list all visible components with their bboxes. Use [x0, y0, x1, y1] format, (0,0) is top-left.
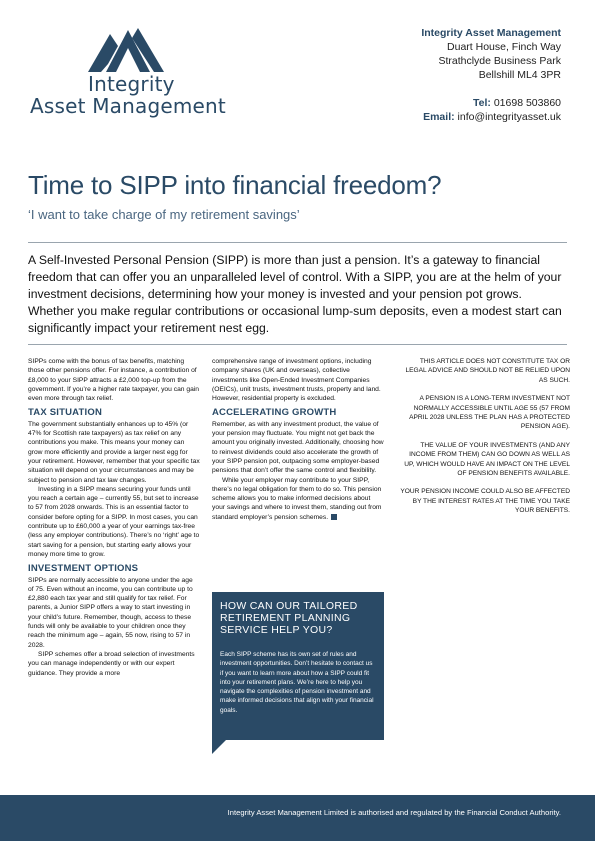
contact-address-line2: Strathclyde Business Park — [438, 55, 561, 67]
end-of-article-icon — [331, 514, 337, 520]
contact-email — [421, 110, 561, 124]
column-2 — [212, 357, 384, 522]
contact-telephone — [421, 96, 561, 110]
heading-tax-situation: TAX SITUATION — [28, 407, 103, 419]
callout-heading: HOW CAN OUR TAILORED RETIREMENT PLANNING SERVICE HELP YOU? — [220, 600, 358, 636]
column-1 — [28, 357, 200, 678]
heading-accelerating-growth: ACCELERATING GROWTH — [212, 407, 337, 419]
article-title: Time to SIPP into financial freedom? — [28, 170, 442, 200]
mountain-logo-icon — [88, 24, 164, 72]
heading-investment-options: INVESTMENT OPTIONS — [28, 563, 139, 575]
disclaimer-item: YOUR PENSION INCOME COULD ALSO BE AFFECTED BY THE INTEREST RATES AT THE TIME YOU TAKE YOUR BENEFITS. — [400, 488, 570, 515]
contact-company: Integrity Asset Management — [421, 27, 561, 39]
tel-label: Tel: — [473, 97, 491, 109]
divider-top — [28, 242, 567, 243]
disclaimer-item: THIS ARTICLE DOES NOT CONSTITUTE TAX OR LEGAL ADVICE AND SHOULD NOT BE RELIED UPON AS SUCH. — [405, 358, 570, 384]
logo-text-line1: Integrity — [88, 72, 175, 96]
email-address[interactable]: info@integrityasset.uk — [457, 111, 561, 123]
article-lead: A Self-Invested Personal Pension (SIPP) is more than just a pension. It’s a gateway to financial freedom that can offer you an unparalleled level of control. With a SIPP, you are at the helm of your investment decisions, determining how your money is invested and your pension pot grows. Whether you make regular contributions or occasional lump-sum deposits, even a modest start can significantly impact your retirement nest egg. — [28, 253, 562, 335]
contact-block — [421, 26, 561, 124]
callout-body: Each SIPP scheme has its own set of rules and investment opportunities. Don’t hesitate to contact us if you want to learn more about how a SIPP could fit into your retirement plans. We’re here to help you navigate the complexities of pension investment and make informed decisions that align with your financial goals. — [220, 651, 374, 714]
article-subtitle: ‘I want to take charge of my retirement savings’ — [28, 207, 300, 222]
tax-paragraph-1: The government substantially enhances up to 45% (or 47% for Scottish rate taxpayers) as tax relief on any contributions you make. This means your money can grow more efficiently and provide a larger nest egg for your retirement. However, remember that your specific tax situation will depend on your circumstances and may be subject to pension and tax law changes. — [28, 420, 200, 484]
logo-text-line2: Asset Management — [30, 94, 226, 118]
footer-regulatory-text: Integrity Asset Management Limited is authorised and regulated by the Financial Conduct Authority. — [227, 808, 561, 817]
growth-paragraph-2-text: While your employer may contribute to your SIPP, there’s no legal obligation for them to do so. This pension scheme allows you to make informed decisions about your savings and where to invest them, standing out from standard employer’s pension schemes. — [212, 476, 382, 521]
callout-box — [212, 592, 384, 740]
tax-paragraph-2: Investing in a SIPP means securing your funds until you reach a certain age – currently 55, but set to increase to 57 from 2028 onwards. This is an essential factor to consider before opting for a SIPP. In most cases, you can contribute up to £60,000 a year of your earnings tax-free (less any employer contributions). There’s no ‘right’ age to start saving for a pension, but starting early allows your money more time to grow. — [28, 485, 200, 558]
investment-continued: comprehensive range of investment options, including company shares (UK and overseas), collective investments like Open-Ended Investment Companies (OEICs), unit trusts, investment trusts, property and land. However, residential property is excluded. — [212, 358, 381, 403]
email-label: Email: — [423, 111, 455, 123]
contact-address-line1: Duart House, Finch Way — [447, 41, 561, 53]
divider-bottom — [28, 344, 567, 345]
intro-paragraph: SIPPs come with the bonus of tax benefits, matching those other pensions offer. For instance, a contribution of £8,000 to your SIPP attracts a £2,000 top-up from the government. If you’re a higher rate taxpayer, you can gain even more through tax relief. — [28, 358, 200, 403]
contact-address-line3: Bellshill ML4 3PR — [478, 69, 561, 81]
investment-paragraph-1: SIPPs are normally accessible to anyone under the age of 75. Even without an income, you can contribute up to £2,880 each tax year and still qualify for tax relief. For parents, a Junior SIPP offers a way to start investing in your child’s future. Remember, though, access to these funds will only be available to your children once they reach the minimum age – again, 55 now, rising to 57 in 2028. — [28, 576, 193, 649]
growth-paragraph-2 — [212, 476, 384, 522]
growth-paragraph-1: Remember, as with any investment product, the value of your pension may fluctuate. You might not get back the amount you originally invested. Additionally, choosing how to reinvest dividends could also accelerate the growth of your SIPP pension pot, outpacing some employer-based pensions that don’t offer the same control and flexibility. — [212, 420, 384, 475]
disclaimer-item: THE VALUE OF YOUR INVESTMENTS (AND ANY INCOME FROM THEM) CAN GO DOWN AS WELL AS UP, WHICH WOULD HAVE AN IMPACT ON THE LEVEL OF PENSION BENEFITS AVAILABLE. — [404, 441, 570, 478]
callout-tail — [212, 740, 226, 754]
disclaimer-item: A PENSION IS A LONG-TERM INVESTMENT NOT NORMALLY ACCESSIBLE UNTIL AGE 55 (57 FROM APRIL 2028 UNLESS THE PLAN HAS A PROTECTED PENSION AGE). — [409, 395, 570, 431]
column-3-disclaimers — [398, 357, 570, 525]
tel-number[interactable]: 01698 503860 — [493, 97, 561, 109]
investment-paragraph-2: SIPP schemes offer a broad selection of investments you can manage independently or with our expert guidance. They provide a more — [28, 650, 195, 677]
footer-bar — [0, 795, 595, 841]
